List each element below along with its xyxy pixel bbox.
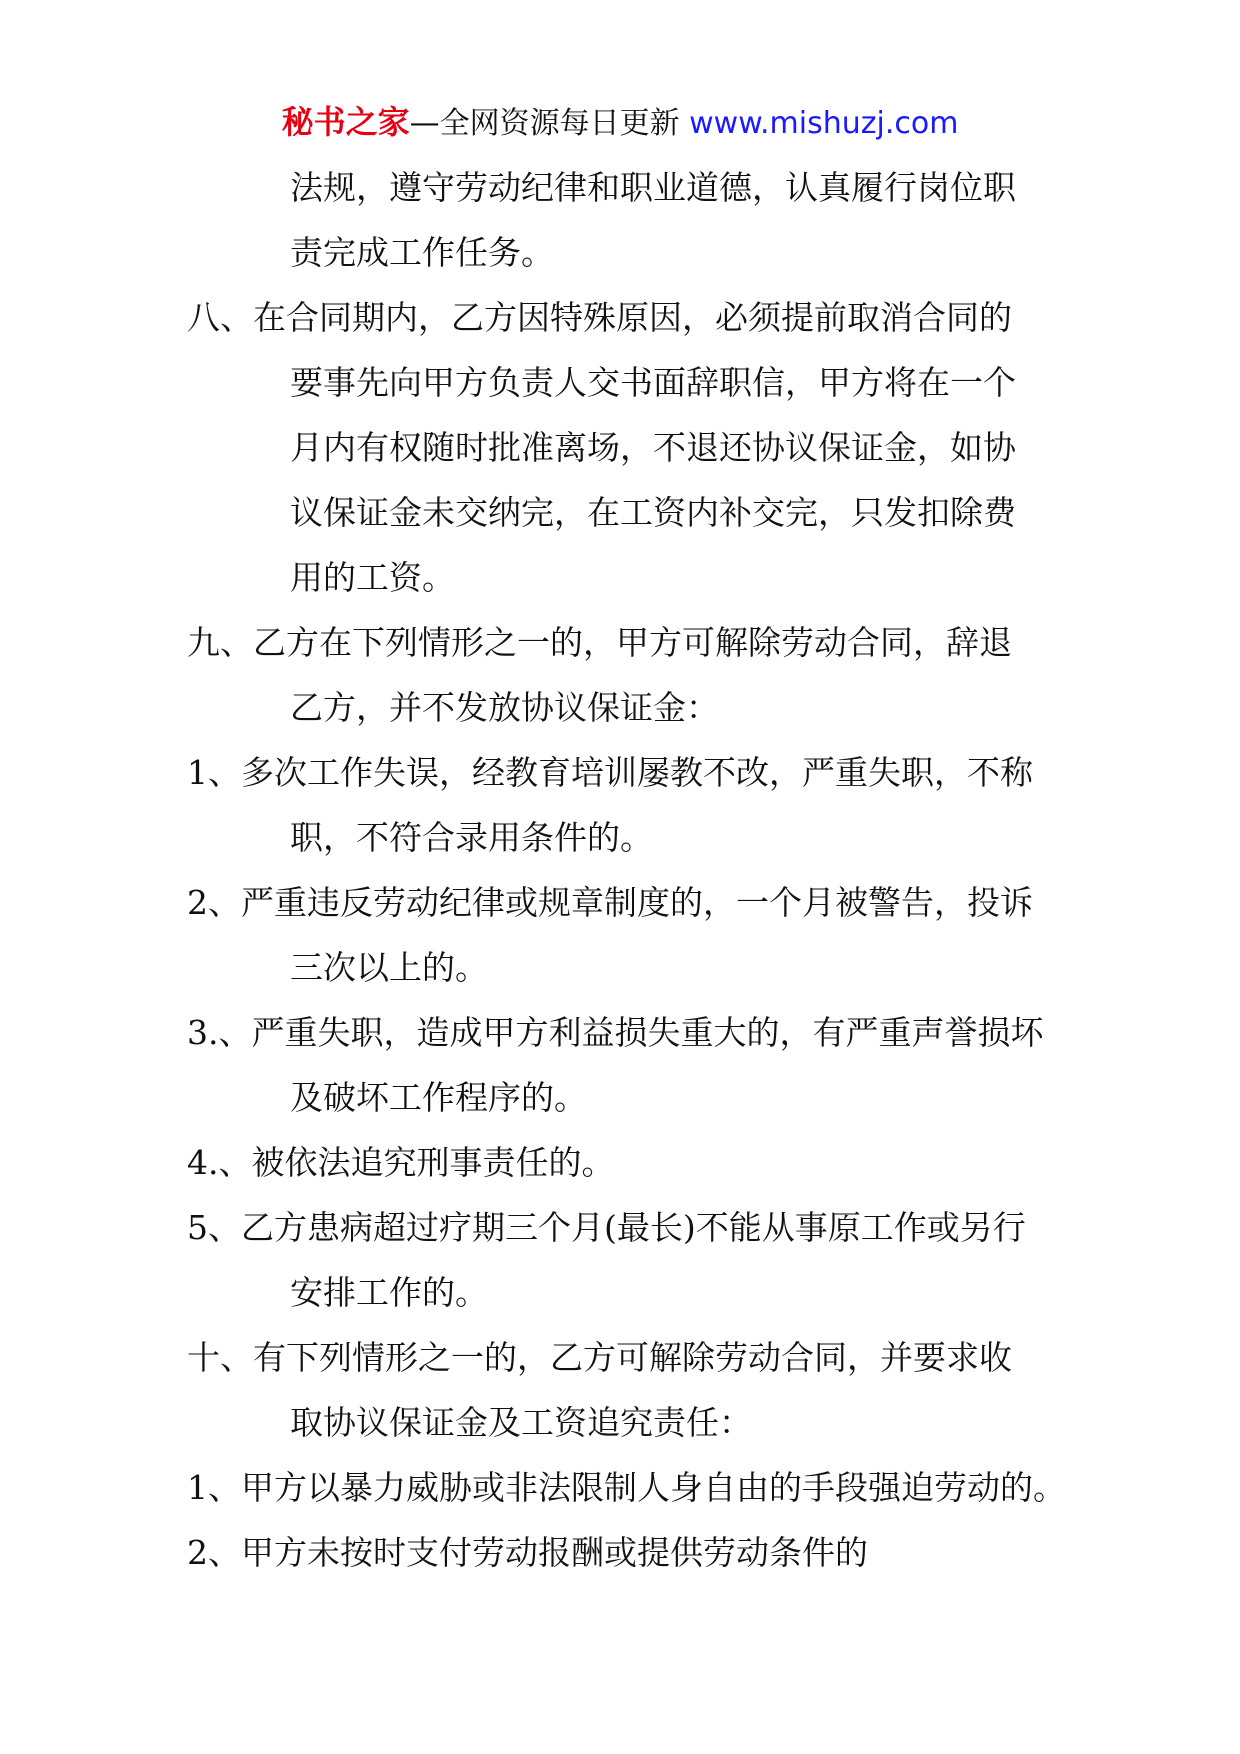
text-line: 安排工作的。 [290,1273,488,1312]
list-item: 2、甲方未按时支付劳动报酬或提供劳动条件的 [187,1533,868,1572]
list-item: 3.、严重失职，造成甲方利益损失重大的，有严重声誉损坏 [187,1013,1044,1052]
text-line: 月内有权随时批准离场，不退还协议保证金，如协 [290,428,1016,467]
text-line: 要事先向甲方负责人交书面辞职信，甲方将在一个 [290,363,1016,402]
clause-heading: 九、乙方在下列情形之一的，甲方可解除劳动合同，辞退 [187,623,1012,662]
text-line: 法规，遵守劳动纪律和职业道德，认真履行岗位职 [290,168,1016,207]
clause-heading: 八、在合同期内，乙方因特殊原因，必须提前取消合同的 [187,298,1012,337]
list-item: 5、乙方患病超过疗期三个月(最长)不能从事原工作或另行 [187,1208,1026,1247]
list-item: 4.、被依法追究刑事责任的。 [187,1143,615,1182]
clause-heading: 十、有下列情形之一的，乙方可解除劳动合同，并要求收 [187,1338,1012,1377]
text-line: 取协议保证金及工资追究责任： [290,1403,752,1442]
header-tagline: —全网资源每日更新 [409,106,690,141]
text-line: 责完成工作任务。 [290,233,554,272]
site-url-link[interactable]: www.mishuzj.com [689,106,959,141]
text-line: 乙方，并不发放协议保证金： [290,688,719,727]
text-line: 职，不符合录用条件的。 [290,818,653,857]
brand-name: 秘书之家 [281,103,410,141]
text-line: 三次以上的。 [290,948,488,987]
site-header [0,100,1240,146]
list-item: 1、甲方以暴力威胁或非法限制人身自由的手段强迫劳动的。 [187,1468,1066,1507]
text-line: 用的工资。 [290,558,455,597]
list-item: 2、严重违反劳动纪律或规章制度的，一个月被警告，投诉 [187,883,1033,922]
document-body [187,155,1066,1585]
list-item: 1、多次工作失误，经教育培训屡教不改，严重失职，不称 [187,753,1033,792]
text-line: 议保证金未交纳完，在工资内补交完，只发扣除费 [290,493,1016,532]
text-line: 及破坏工作程序的。 [290,1078,587,1117]
